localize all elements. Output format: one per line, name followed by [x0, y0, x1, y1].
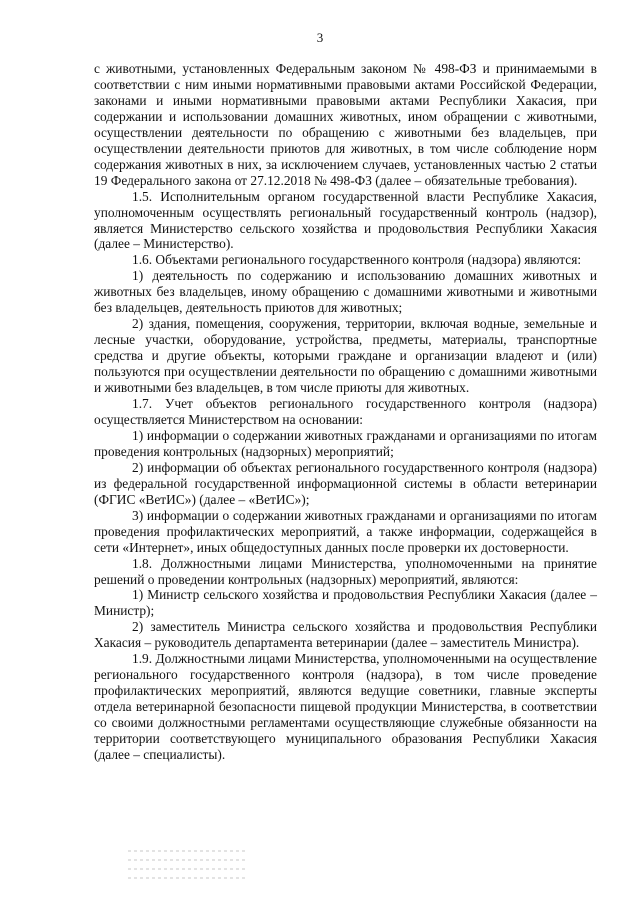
paragraph-1-9: 1.9. Должностными лицами Министерства, уполномоченными на осуществление регионального государственного контроля (надзора), в том числе проведение профилактических мероприятий, являются ведущие советники, главные эксперты отдела ветеринарной безопасности пищевой продукции Министерства, в соответствии со своими должностными регламентами осуществляющие служебные обязанности на территории соответствующего муниципального образования Республики Хакасия (далее – специалисты).: [94, 651, 597, 762]
paragraph-continuation: с животными, установленных Федеральным законом № 498-ФЗ и принимаемыми в соответствии с ним иными нормативными правовыми актами Российской Федерации, законами и иными нормативными правовыми актами Республики Хакасия, при содержании и использовании домашних животных, ином обращении с животными, осуществлении деятельности по обращению с животными без владельцев, при осуществлении деятельности приютов для животных, в том числе соблюдение норм содержания животных в них, за исключением случаев, установленных частью 2 статьи 19 Федерального закона от 27.12.2018 № 498-ФЗ (далее – обязательные требования).: [94, 61, 597, 188]
paragraph-1-8-item-1: 1) Министр сельского хозяйства и продовольствия Республики Хакасия (далее – Министр);: [94, 587, 597, 619]
paragraph-1-5: 1.5. Исполнительным органом государственной власти Республике Хакасия, уполномоченным осуществлять региональный государственный контроль (надзор), является Министерство сельского хозяйства и продовольствия Республики Хакасия (далее – Министерство).: [94, 188, 597, 252]
paragraph-1-6: 1.6. Объектами регионального государственного контроля (надзора) являются:: [132, 252, 582, 268]
paragraph-1-8: 1.8. Должностными лицами Министерства, уполномоченными на принятие решений о проведении контрольных (надзорных) мероприятий, являются:: [94, 555, 597, 587]
paragraph-1-7: 1.7. Учет объектов регионального государственного контроля (надзора) осуществляется Министерством на основании:: [94, 396, 597, 427]
paragraph-1-7-item-2: 2) информации об объектах регионального государственного контроля (надзора) из федеральной государственной информационной системы в области ветеринарии (ФГИС «ВетИС») (далее – «ВетИС»);: [94, 459, 597, 507]
page-number: 3: [316, 30, 324, 45]
paragraph-1-7-item-1: 1) информации о содержании животных гражданами и организациями по итогам проведения контрольных (надзорных) мероприятий;: [94, 427, 597, 459]
document-body: [94, 61, 597, 763]
paragraph-1-7-item-3: 3) информации о содержании животных гражданами и организациями по итогам проведения профилактических мероприятий, а также информации, содержащейся в сети «Интернет», иных общедоступных данных после проверки их достоверности.: [94, 507, 597, 555]
paragraph-1-8-item-2: 2) заместитель Министра сельского хозяйства и продовольствия Республики Хакасия – руководитель департамента ветеринарии (далее – заместитель Министра).: [94, 619, 597, 651]
faint-stamp-mark: [128, 843, 246, 883]
paragraph-1-6-item-2: 2) здания, помещения, сооружения, территории, включая водные, земельные и лесные участки, оборудование, устройства, предметы, материалы, транспортные средства и другие объекты, которыми граждане и организации владеют и (или) пользуются при осуществлении деятельности по обращению с домашними животными и животными без владельцев, в том числе приюты для животных.: [94, 316, 597, 396]
paragraph-1-6-item-1: 1) деятельность по содержанию и использованию домашних животных и животных без владельцев, иному обращению с домашними животными и животными без владельцев, деятельность приютов для животных;: [94, 268, 597, 316]
